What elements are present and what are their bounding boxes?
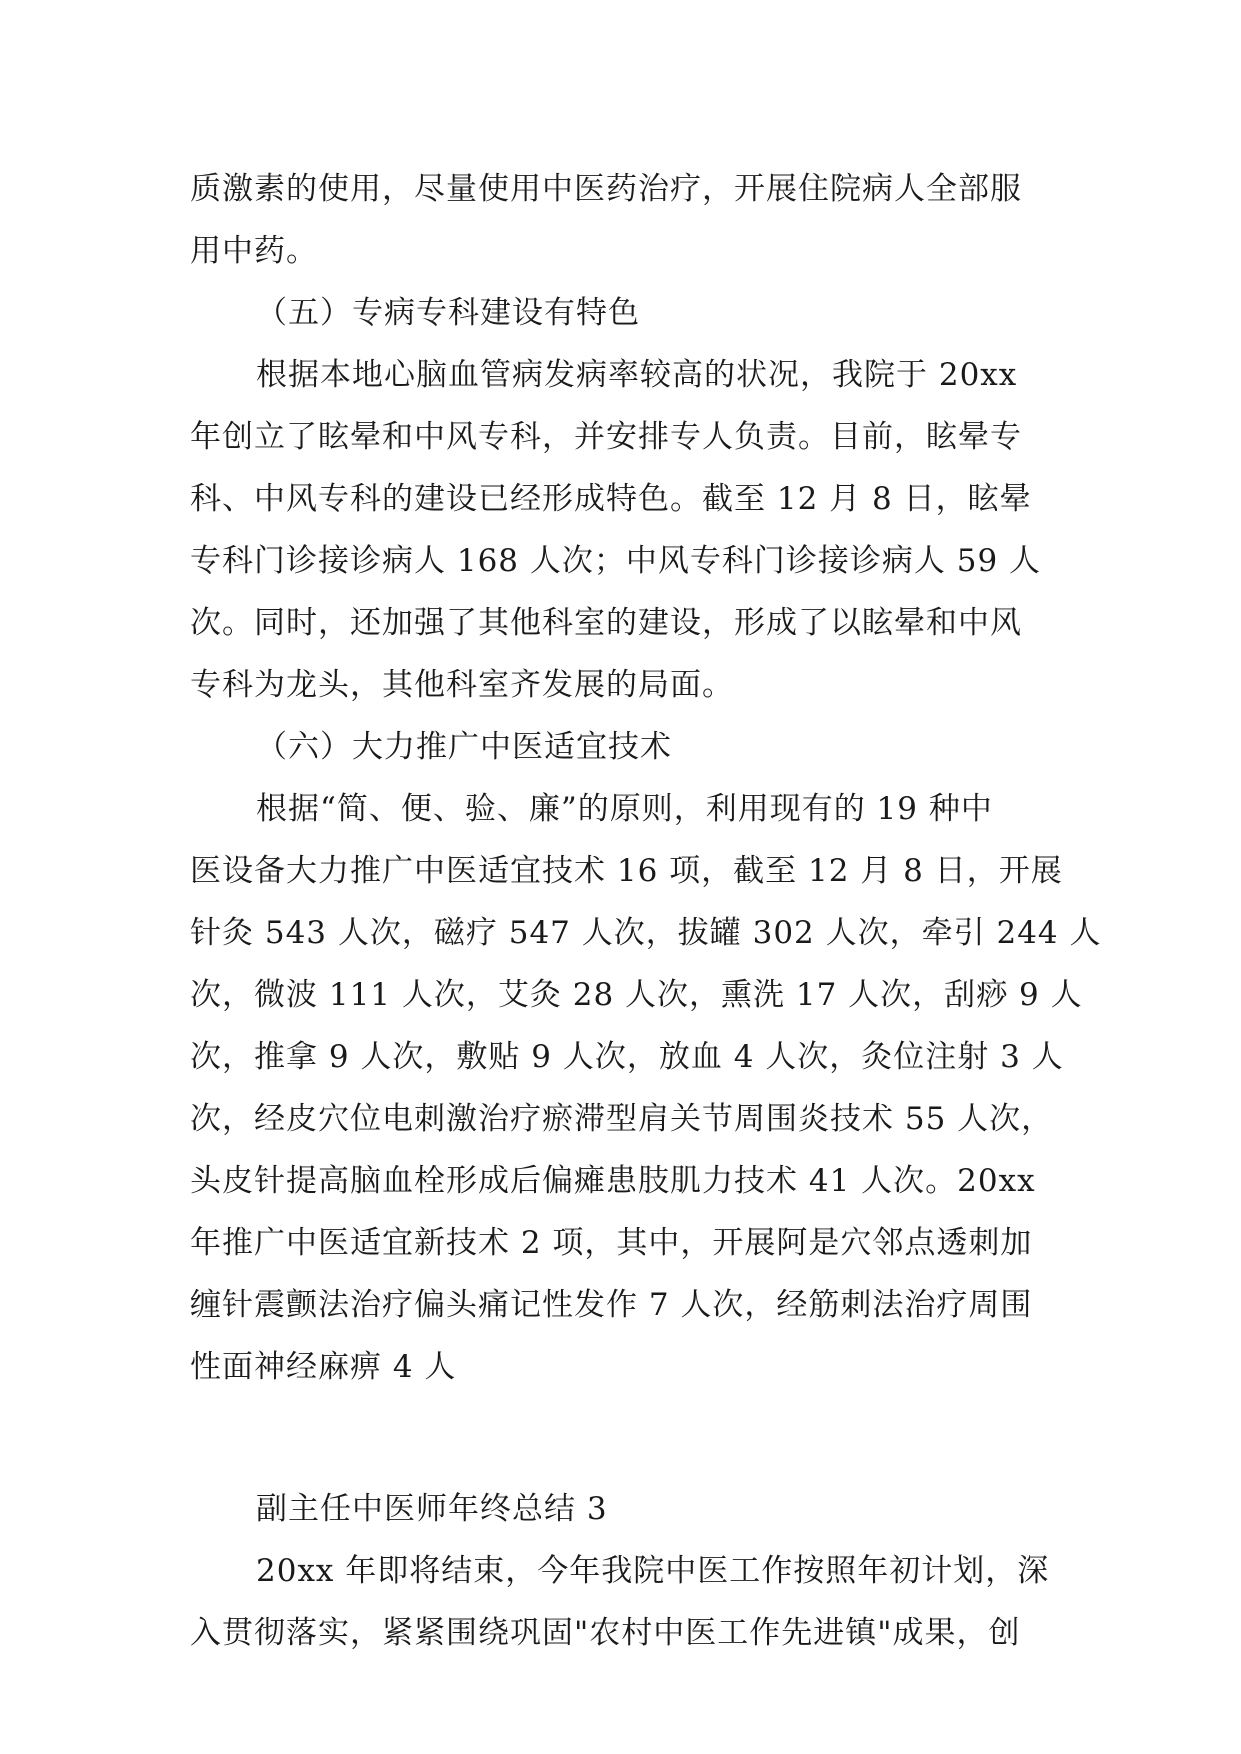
document-page — [190, 158, 1102, 1664]
text-line: 年创立了眩晕和中风专科，并安排专人负责。目前，眩晕专 — [190, 419, 1022, 455]
paragraph-continued — [190, 158, 1070, 282]
text-line: 缠针震颤法治疗偏头痛记性发作 7 人次，经筋刺法治疗周围 — [190, 1287, 1033, 1323]
text-line: 根据“简、便、验、廉”的原则，利用现有的 19 种中 — [256, 791, 993, 827]
section-gap — [190, 1398, 1070, 1478]
text-line: 次。同时，还加强了其他科室的建设，形成了以眩晕和中风 — [190, 605, 1022, 641]
text-line: 专科为龙头，其他科室齐发展的局面。 — [190, 667, 734, 703]
paragraph-techniques — [190, 778, 1102, 1398]
text-line: 入贯彻落实，紧紧围绕巩固"农村中医工作先进镇"成果，创 — [190, 1615, 1021, 1651]
text-line: 针灸 543 人次，磁疗 547 人次，拔罐 302 人次，牵引 244 人 — [190, 915, 1102, 951]
text-line: 用中药。 — [190, 233, 318, 269]
text-line: 20xx 年即将结束，今年我院中医工作按照年初计划，深 — [256, 1553, 1050, 1589]
section-heading-5: （五）专病专科建设有特色 — [256, 295, 640, 331]
text-line: 年推广中医适宜新技术 2 项，其中，开展阿是穴邻点透刺加 — [190, 1225, 1033, 1261]
text-line: 头皮针提高脑血栓形成后偏瘫患肢肌力技术 41 人次。20xx — [190, 1163, 1036, 1199]
text-line: 根据本地心脑血管病发病率较高的状况，我院于 20xx — [256, 357, 1018, 393]
text-line: 科、中风专科的建设已经形成特色。截至 12 月 8 日，眩晕 — [190, 481, 1032, 517]
text-line: 次，经皮穴位电刺激治疗瘀滞型肩关节周围炎技术 55 人次， — [190, 1101, 1054, 1137]
paragraph-specialty — [190, 344, 1070, 716]
text-line: 次，推拿 9 人次，敷贴 9 人次，放血 4 人次，灸位注射 3 人 — [190, 1039, 1064, 1075]
text-line: 医设备大力推广中医适宜技术 16 项，截至 12 月 8 日，开展 — [190, 853, 1063, 889]
section-heading-6: （六）大力推广中医适宜技术 — [256, 729, 672, 765]
text-line: 次，微波 111 人次，艾灸 28 人次，熏洗 17 人次，刮痧 9 人 — [190, 977, 1083, 1013]
paragraph-summary — [190, 1540, 1070, 1664]
document-section-title: 副主任中医师年终总结 3 — [256, 1491, 608, 1527]
text-line: 性面神经麻痹 4 人 — [190, 1349, 457, 1385]
text-line: 专科门诊接诊病人 168 人次；中风专科门诊接诊病人 59 人 — [190, 543, 1042, 579]
text-line: 质激素的使用，尽量使用中医药治疗，开展住院病人全部服 — [190, 171, 1022, 207]
